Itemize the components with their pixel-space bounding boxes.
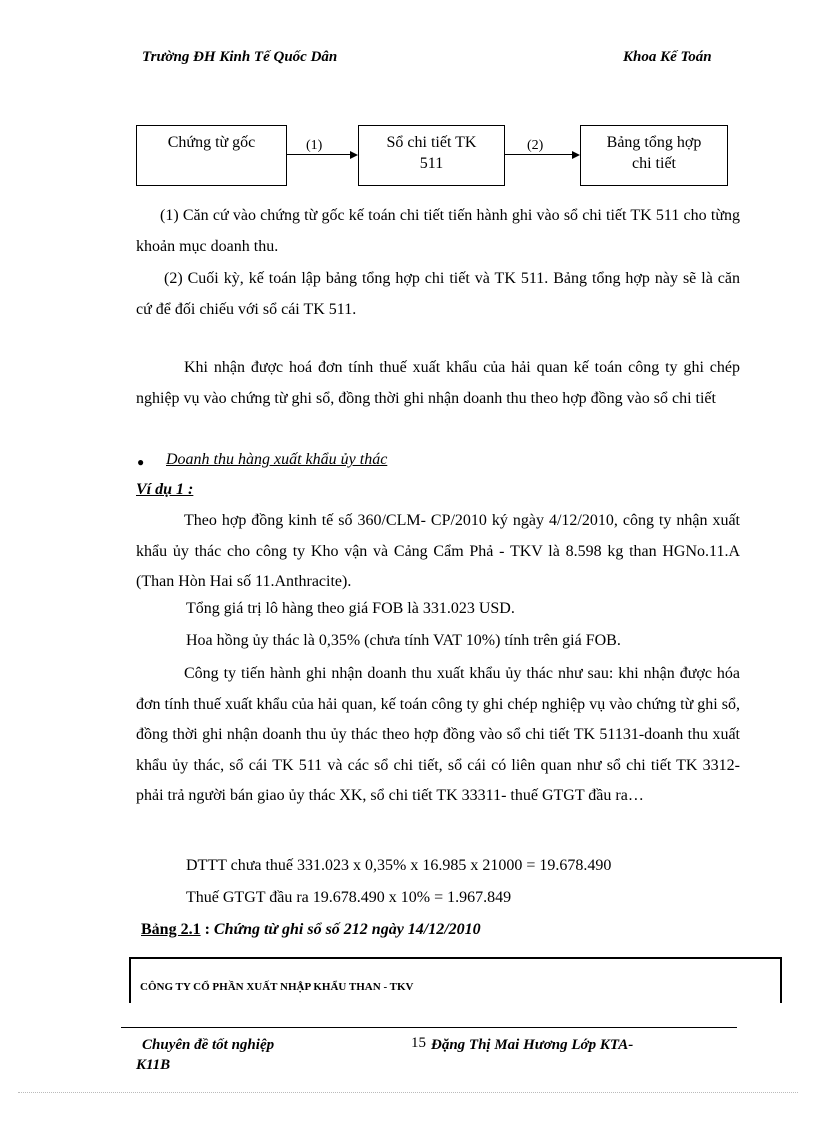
flow-box-summary-table-line1: Bảng tổng hợp <box>606 134 702 151</box>
table-caption-label: Bảng 2.1 <box>141 921 201 938</box>
paragraph-commission: Hoa hồng ủy thác là 0,35% (chưa tính VAT 10%) tính trên giá FOB. <box>186 632 621 649</box>
flow-box-detail-ledger-line2: 511 <box>419 155 444 172</box>
bullet-export-entrusted-revenue: Doanh thu hàng xuất khẩu ủy thác <box>166 451 388 468</box>
flow-arrow-2-head <box>572 151 580 159</box>
paragraph-fob-value: Tổng giá trị lô hàng theo giá FOB là 331.023 USD. <box>186 600 515 617</box>
flow-box-source-documents-label: Chứng từ gốc <box>167 134 256 151</box>
flow-arrow-1-label: (1) <box>306 138 323 153</box>
paragraph-step-1: (1) Căn cứ vào chứng từ gốc kế toán chi tiết tiến hành ghi vào sổ chi tiết TK 511 cho từng khoản mục doanh thu. <box>136 207 740 255</box>
bullet-dot: ● <box>137 455 145 469</box>
voucher-box <box>129 957 782 1003</box>
table-caption <box>141 921 481 939</box>
paragraph-revenue-recording: Công ty tiến hành ghi nhận doanh thu xuất khẩu ủy thác như sau: khi nhận được hóa đơn tính thuế xuất khẩu của hải quan, kế toán công ty ghi chép nghiệp vụ vào chứng từ ghi sổ, đồng thời ghi nhận doanh thu ủy thác theo hợp đồng vào sổ chi tiết TK 51131-doanh thu xuất khẩu ủy thác, sổ cái TK 511 và các sổ chi tiết, sổ cái có liên quan như sổ chi tiết TK 3312- phải trả người bán giao ủy thác XK, sổ chi tiết TK 33311- thuế GTGT đầu ra… <box>136 665 740 804</box>
flow-box-summary-table-line2: chi tiết <box>632 155 676 172</box>
header-school: Trường ĐH Kinh Tế Quốc Dân <box>142 49 338 65</box>
header-faculty: Khoa Kế Toán <box>623 49 712 65</box>
flow-arrow-2-label: (2) <box>527 138 544 153</box>
example-title: Ví dụ 1 : <box>136 481 194 498</box>
footer-class-code: K11B <box>136 1057 171 1073</box>
calc-revenue: DTTT chưa thuế 331.023 x 0,35% x 16.985 x 21000 = 19.678.490 <box>186 857 612 874</box>
footer-rule <box>121 1027 737 1028</box>
table-caption-title: Chứng từ ghi sổ số 212 ngày 14/12/2010 <box>213 921 481 938</box>
table-caption-separator: : <box>200 921 214 938</box>
paragraph-contract: Theo hợp đồng kinh tế số 360/CLM- CP/2010 ký ngày 4/12/2010, công ty nhận xuất khẩu ủy thác cho công ty Kho vận và Cảng Cẩm Phả - TKV là 8.598 kg than HGNo.11.A (Than Hòn Hai số 11.Anthracite). <box>136 512 740 590</box>
voucher-company-name: CÔNG TY CỔ PHẦN XUẤT NHẬP KHẨU THAN - TKV <box>140 981 414 993</box>
footer-page-number: 15 <box>411 1035 426 1051</box>
flow-box-source-documents <box>136 125 287 186</box>
page-bottom-dotted-line <box>18 1092 798 1093</box>
flow-box-detail-ledger-line1: Sổ chi tiết TK <box>386 134 477 151</box>
paragraph-step-2: (2) Cuối kỳ, kế toán lập bảng tổng hợp chi tiết và TK 511. Bảng tổng hợp này sẽ là căn cứ để đối chiếu với sổ cái TK 511. <box>136 270 740 318</box>
footer-topic: Chuyên đề tốt nghiệp <box>142 1037 275 1053</box>
flow-arrow-1-head <box>350 151 358 159</box>
flow-box-summary-table <box>580 125 728 186</box>
flow-arrow-2-line <box>505 154 572 155</box>
flow-box-detail-ledger <box>358 125 505 186</box>
calc-vat: Thuế GTGT đầu ra 19.678.490 x 10% = 1.967.849 <box>186 889 512 906</box>
flow-arrow-1-line <box>287 154 350 155</box>
paragraph-export-invoice: Khi nhận được hoá đơn tính thuế xuất khẩu của hải quan kế toán công ty ghi chép nghiệp vụ vào chứng từ ghi sổ, đồng thời ghi nhận doanh thu theo hợp đồng vào sổ chi tiết <box>136 359 740 407</box>
footer-author: Đặng Thị Mai Hương Lớp KTA- <box>431 1037 634 1053</box>
